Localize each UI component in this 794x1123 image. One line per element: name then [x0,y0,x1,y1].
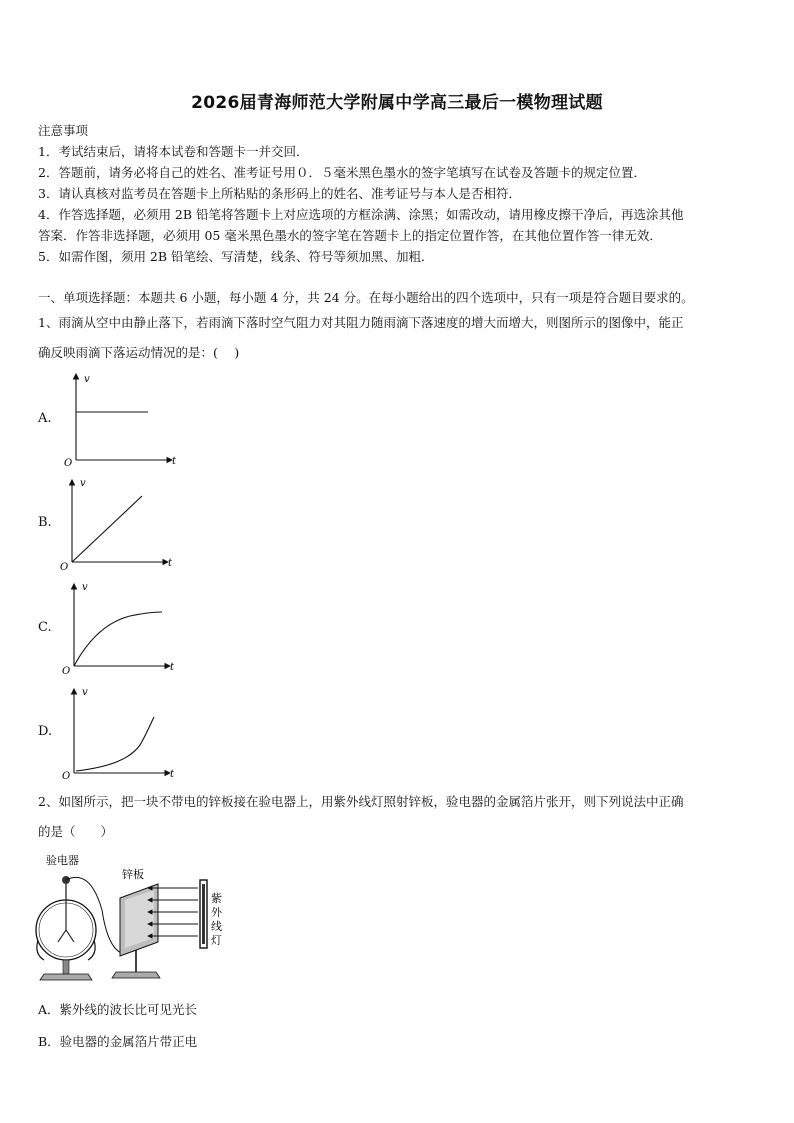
page-title: 2026届青海师范大学附属中学高三最后一模物理试题 [191,93,603,113]
notice-item-3: 3．请认真核对监考员在答题卡上所粘贴的条形码上的姓名、准考证号与本人是否相符． [38,186,521,201]
zinc-plate-label: 锌板 [122,868,144,881]
axis-v-label: v [80,478,86,489]
option-c-graph [60,578,190,678]
axis-t-label: t [170,662,175,673]
origin-label: O [62,771,71,779]
axis-v-label: v [82,582,88,593]
uv-lamp-label-1: 紫 [211,892,222,905]
question-2-option-a[interactable]: A．紫外线的波长比可见光长 [38,1002,198,1017]
question-2-option-b[interactable]: B．验电器的金属箔片带正电 [38,1034,198,1049]
question-1-line-2: 确反映雨滴下落运动情况的是：( ) [38,345,240,360]
axis-v-label: v [84,374,90,385]
notice-item-4-cont: 答案．作答非选择题，必须用 05 毫米黑色墨水的签字笔在答题卡上的指定位置作答，在其他位置作答一律无效． [38,228,662,243]
question-2-line-2: 的是（ ） [38,824,114,839]
uv-lamp-label-3: 线 [211,920,222,933]
axis-t-label: t [168,558,173,569]
electroscope-figure [30,850,250,985]
section-heading: 一、单项选择题：本题共 6 小题，每小题 4 分，共 24 分。在每小题给出的四个选项中，只有一项是符合题目要求的。 [38,290,694,305]
option-d-label[interactable]: D. [38,724,53,739]
option-a-label[interactable]: A. [38,411,52,426]
option-a-graph [60,368,190,468]
electroscope-label: 验电器 [46,854,79,867]
uv-lamp-label-2: 外 [211,906,222,919]
axis-t-label: t [170,769,175,779]
option-b-graph [58,474,188,574]
origin-label: O [64,458,73,468]
option-d-graph [60,683,190,779]
origin-label: O [60,562,69,573]
notice-item-2: 2．答题前，请务必将自己的姓名、准考证号用０．５毫米黑色墨水的签字笔填写在试卷及答题卡的规定位置． [38,165,646,180]
axis-t-label: t [172,456,177,467]
notice-item-4: 4．作答选择题，必须用 2B 铅笔将答题卡上对应选项的方框涂满、涂黑；如需改动，请用橡皮擦干净后，再选涂其他 [38,207,684,222]
option-c-label[interactable]: C. [38,620,52,635]
axis-v-label: v [82,687,88,698]
option-b-label[interactable]: B. [38,515,52,530]
question-2-line-1: 2、如图所示，把一块不带电的锌板接在验电器上，用紫外线灯照射锌板，验电器的金属箔片张开，则下列说法中正确 [38,794,684,809]
origin-label: O [62,666,71,677]
uv-lamp-label-4: 灯 [211,934,222,947]
notice-item-1: 1．考试结束后，请将本试卷和答题卡一并交回． [38,144,309,159]
notice-item-5: 5．如需作图，须用 2B 铅笔绘、写清楚，线条、符号等须加黑、加粗． [38,249,434,264]
notice-heading: 注意事项 [38,123,89,138]
question-1-line-1: 1、雨滴从空中由静止落下，若雨滴下落时空气阻力对其阻力随雨滴下落速度的增大而增大，则图所示的图像中，能正 [38,315,684,330]
